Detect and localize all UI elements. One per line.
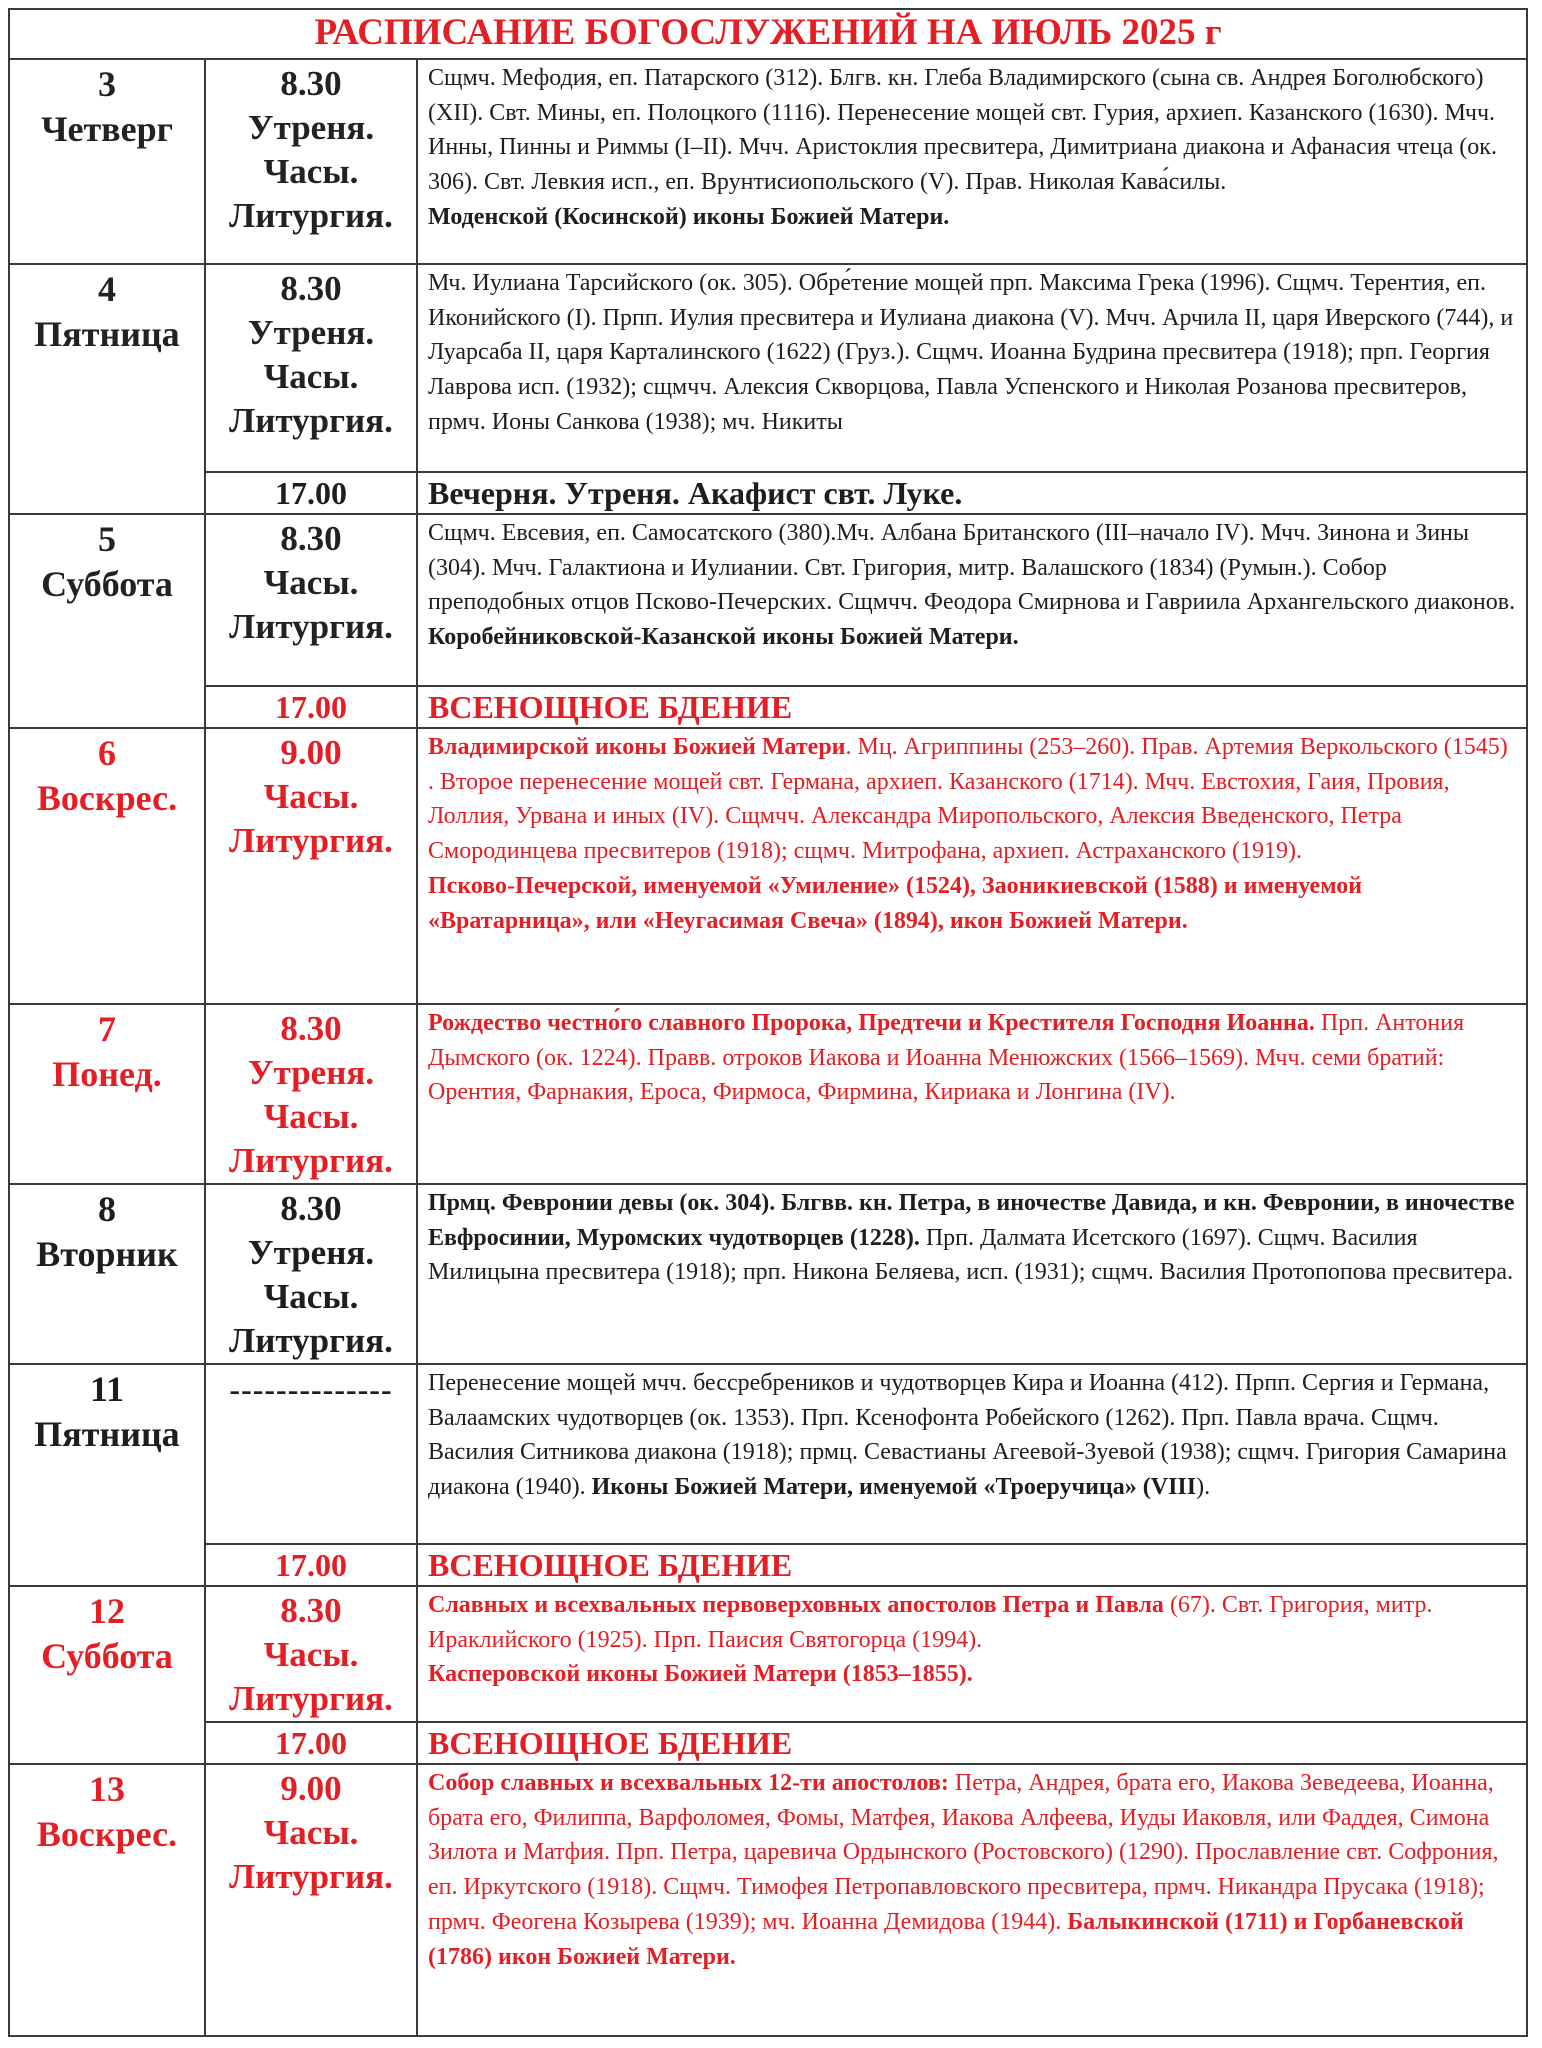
feast-text: Коробейниковской-Казанской иконы Божией Матери.	[428, 624, 1019, 651]
date-number: 3	[98, 64, 116, 104]
day-cell	[9, 1184, 205, 1364]
schedule-table	[8, 8, 1528, 2037]
schedule-row	[9, 264, 1527, 472]
schedule-row	[9, 1586, 1527, 1722]
date-number: 4	[98, 269, 116, 309]
saints-text: Сщмч. Евсевия, еп. Самосатского (380).Мч. Албана Британского (III–начало IV). Мчч. Зинона и Зины (304). Мчч. Галактиона и Иулиании. Свт. Григория, митр. Валашского (1834) (Румын.). Собор преподобных отцов Псково-Печерских. Сщмчч. Феодора Смирнова и Гавриила Архангельского диаконов.	[428, 520, 1516, 616]
weekday: Воскрес.	[36, 1814, 178, 1854]
saints-cell	[417, 264, 1527, 472]
time-cell	[205, 264, 417, 472]
service-time: 8.30	[280, 1009, 342, 1048]
saints-text: Мч. Иулиана Тарсийского (ок. 305). Обре́тение мощей прп. Максима Грека (1996). Сщмч. Терентия, еп. Иконийского (I). Прпп. Иулия пресвитера и Иулиана диакона (V). Мчч. Арчила II, царя Иверского (744), и Луарсаба II, царя Карталинского (1622) (Груз.). Сщмч. Иоанна Будрина пресвитера (1918); прп. Георгия Лаврова исп. (1932); сщмчч. Алексия Скворцова, Павла Успенского и Николая Розанова пресвитеров, прмч. Ионы Санкова (1938); мч. Никиты	[428, 270, 1514, 435]
title-row	[9, 9, 1527, 59]
service-name: Часы.	[263, 1277, 359, 1316]
service-name: Литургия.	[229, 607, 393, 646]
service-time: 9.00	[280, 733, 342, 772]
service-name: Часы.	[263, 1813, 359, 1852]
evening-service: Вечерня. Утреня. Акафист свт. Луке.	[417, 472, 1527, 514]
time-cell	[205, 1364, 417, 1544]
service-name: Литургия.	[229, 1141, 393, 1180]
date-number: 8	[98, 1189, 116, 1229]
feast-lead-text: Рождество честно́го славного Пророка, Предтечи и Крестителя Господня Иоанна.	[428, 1010, 1315, 1036]
service-name: Литургия.	[229, 196, 393, 235]
saints-cell	[417, 1004, 1527, 1184]
saints-text: . Мц. Агриппины (253–260). Прав. Артемия Веркольского (1545) . Второе перенесение мощей свт. Германа, архиеп. Казанского (1714). Мчч. Евстохия, Гаия, Провия, Лоллия, Урвана и иных (IV). Сщмчч. Александра Миропольского, Алексия Введенского, Петра Смородинцева пресвитеров (1918); сщмч. Митрофана, архиеп. Астраханского (1919).	[428, 734, 1508, 865]
day-cell	[9, 728, 205, 1004]
saints-cell	[417, 514, 1527, 686]
day-cell	[9, 59, 205, 264]
service-time: 8.30	[280, 1591, 342, 1630]
saints-cell	[417, 1364, 1527, 1544]
evening-time: 17.00	[205, 1722, 417, 1764]
feast-lead-text: Прмц. Февронии девы (ок. 304). Блгвв. кн. Петра, в иночестве Давида, и кн. Февронии, в иночестве Евфросинии, Муромских чудотворцев (1228).	[428, 1190, 1515, 1251]
saints-cell	[417, 1586, 1527, 1722]
saints-text: Перенесение мощей мчч. бессребреников и чудотворцев Кира и Иоанна (412). Прпп. Сергия и Германа, Валаамских чудотворцев (ок. 1353). Прп. Ксенофонта Робейского (1262). Прп. Павла врача. Сщмч. Василия Ситникова диакона (1918); прмц. Севастианы Агеевой-Зуевой (1938); сщмч. Григория Самарина диакона (1940).	[428, 1370, 1507, 1501]
evening-row	[9, 686, 1527, 728]
schedule-row	[9, 728, 1527, 1004]
service-name: Утреня.	[247, 1233, 375, 1272]
saints-cell	[417, 59, 1527, 264]
service-name: Часы.	[263, 777, 359, 816]
weekday: Пятница	[34, 1414, 180, 1454]
schedule-row	[9, 1184, 1527, 1364]
service-name: Литургия.	[229, 1857, 393, 1896]
service-name: Утреня.	[247, 313, 375, 352]
time-cell	[205, 1004, 417, 1184]
date-number: 11	[89, 1369, 124, 1409]
time-cell	[205, 59, 417, 264]
service-name: Литургия.	[229, 1679, 393, 1718]
evening-service: ВСЕНОЩНОЕ БДЕНИЕ	[417, 686, 1527, 728]
weekday: Суббота	[41, 1636, 173, 1676]
page-title: РАСПИСАНИЕ БОГОСЛУЖЕНИЙ НА ИЮЛЬ 2025 г	[9, 9, 1527, 59]
schedule-row	[9, 1004, 1527, 1184]
time-cell	[205, 728, 417, 1004]
service-name: Утреня.	[247, 108, 375, 147]
date-number: 5	[98, 519, 116, 559]
service-time: 8.30	[280, 269, 342, 308]
evening-service: ВСЕНОЩНОЕ БДЕНИЕ	[417, 1544, 1527, 1586]
saints-text: Прп. Далмата Исетского (1697). Сщмч. Василия Милицына пресвитера (1918); прп. Никона Беляева, исп. (1931); сщмч. Василия Протопопова пресвитера.	[428, 1224, 1514, 1286]
schedule-row	[9, 514, 1527, 686]
schedule-row	[9, 59, 1527, 264]
feast-lead-text: Собор славных и всехвальных 12-ти апостолов:	[428, 1770, 949, 1796]
feast-lead-text: Владимирской иконы Божией Матери	[428, 734, 846, 760]
evening-row	[9, 1722, 1527, 1764]
feast-tail: ).	[1196, 1474, 1211, 1501]
saints-text: Петра, Андрея, брата его, Иакова Зеведеева, Иоанна, брата его, Филиппа, Варфоломея, Фомы, Матфея, Иакова Алфеева, Иуды Иаковля, или Фаддея, Симона Зилота и Матфия. Прп. Петра, царевича Ордынского (Ростовского) (1290). Прославление свт. Софрония, еп. Иркутского (1918). Сщмч. Тимофея Петропавловского пресвитера, прмч. Никандра Прусака (1918); прмч. Феогена Козырева (1939); мч. Иоанна Демидова (1944).	[428, 1770, 1499, 1935]
evening-time: 17.00	[205, 472, 417, 514]
evening-row	[9, 1544, 1527, 1586]
evening-time: 17.00	[205, 1544, 417, 1586]
saints-cell	[417, 728, 1527, 1004]
service-time: 9.00	[280, 1769, 342, 1808]
feast-text: Касперовской иконы Божией Матери (1853–1855).	[428, 1661, 973, 1688]
date-number: 7	[98, 1009, 116, 1049]
time-cell	[205, 514, 417, 686]
evening-time: 17.00	[205, 686, 417, 728]
weekday: Вторник	[36, 1234, 178, 1274]
day-cell	[9, 1764, 205, 2036]
evening-row	[9, 472, 1527, 514]
day-cell	[9, 1004, 205, 1184]
no-service-dashes: --------------	[229, 1371, 393, 1407]
saints-cell	[417, 1184, 1527, 1364]
weekday: Суббота	[41, 564, 173, 604]
feast-text: Иконы Божией Матери, именуемой «Троеручица» (VIII	[591, 1474, 1197, 1501]
service-name: Утреня.	[247, 1053, 375, 1092]
day-cell	[9, 264, 205, 514]
service-name: Часы.	[263, 1635, 359, 1674]
day-cell	[9, 1364, 205, 1586]
feast-text: Балыкинской (1711) и Горбаневской (1786) икон Божией Матери.	[428, 1908, 1464, 1970]
evening-service: ВСЕНОЩНОЕ БДЕНИЕ	[417, 1722, 1527, 1764]
saints-text: (67). Свт. Григория, митр. Ираклийского (1925). Прп. Паисия Святогорца (1994).	[428, 1592, 1433, 1653]
saints-text: Сщмч. Мефодия, еп. Патарского (312). Блгв. кн. Глеба Владимирского (сына св. Андрея Боголюбского) (XII). Свт. Мины, еп. Полоцкого (1116). Перенесение мощей свт. Гурия, архиеп. Казанского (1630). Мчч. Инны, Пинны и Риммы (I–II). Мчч. Аристоклия пресвитера, Димитриана диакона и Афанасия чтеца (ок. 306). Свт. Левкия исп., еп. Врунтисиопольского (V). Прав. Николая Кава́силы.	[428, 65, 1497, 196]
day-cell	[9, 514, 205, 728]
service-time: 8.30	[280, 64, 342, 103]
saints-text: Прп. Антония Дымского (ок. 1224). Правв. отроков Иакова и Иоанна Менюжских (1566–1569). Мчч. семи братий: Орентия, Фарнакия, Ероса, Фирмоса, Фирмина, Кириака и Лонгина (IV).	[428, 1010, 1465, 1106]
weekday: Воскрес.	[36, 778, 178, 818]
day-cell	[9, 1586, 205, 1764]
service-name: Литургия.	[229, 1321, 393, 1360]
saints-cell	[417, 1764, 1527, 2036]
service-time: 8.30	[280, 519, 342, 558]
feast-lead-text: Славных и всехвальных первоверховных апостолов Петра и Павла	[428, 1592, 1164, 1618]
date-number: 13	[89, 1769, 125, 1809]
feast-text: Псково-Печерской, именуемой «Умиление» (1524), Заоникиевской (1588) и именуемой «Вратарница», или «Неугасимая Свеча» (1894), икон Божией Матери.	[428, 872, 1363, 934]
service-time: 8.30	[280, 1189, 342, 1228]
weekday: Четверг	[41, 109, 173, 149]
time-cell	[205, 1184, 417, 1364]
schedule-row	[9, 1764, 1527, 2036]
date-number: 6	[98, 733, 116, 773]
service-name: Часы.	[263, 152, 359, 191]
service-name: Часы.	[263, 357, 359, 396]
weekday: Пятница	[34, 314, 180, 354]
feast-text: Моденской (Косинской) иконы Божией Матери.	[428, 203, 950, 230]
time-cell	[205, 1764, 417, 2036]
time-cell	[205, 1586, 417, 1722]
service-name: Литургия.	[229, 401, 393, 440]
date-number: 12	[89, 1591, 125, 1631]
service-name: Часы.	[263, 1097, 359, 1136]
service-name: Часы.	[263, 563, 359, 602]
schedule-row	[9, 1364, 1527, 1544]
service-name: Литургия.	[229, 821, 393, 860]
weekday: Понед.	[52, 1054, 162, 1094]
